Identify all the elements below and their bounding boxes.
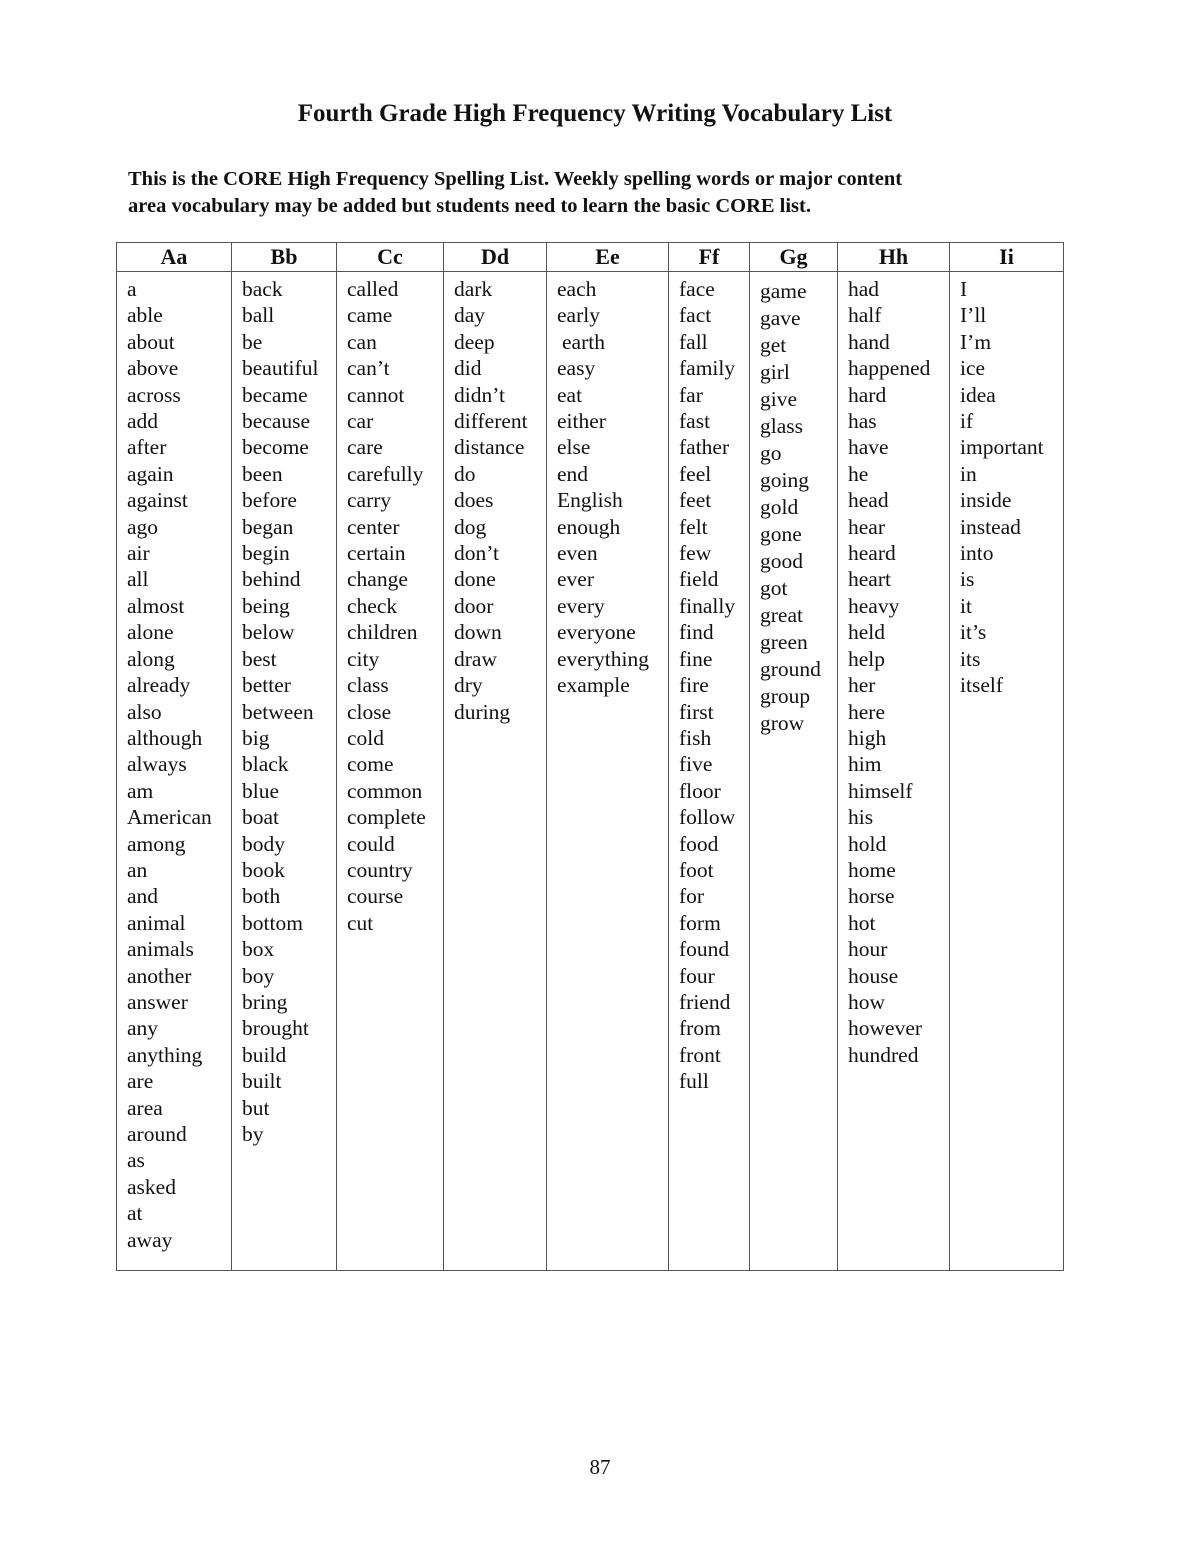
- word-item: itself: [960, 673, 1003, 698]
- word-item: from: [679, 1016, 721, 1041]
- word-item: had: [848, 277, 880, 301]
- word-item: earth: [562, 329, 605, 354]
- word-item: happened: [848, 356, 931, 381]
- word-item: boat: [242, 805, 280, 830]
- word-item: help: [848, 646, 886, 671]
- column-header-b: Bb: [232, 243, 337, 272]
- word-item: I: [960, 277, 968, 301]
- column-header-c: Cc: [337, 243, 444, 272]
- word-item: beautiful: [242, 356, 319, 381]
- word-item: either: [557, 409, 606, 434]
- word-item: here: [848, 699, 885, 724]
- word-item: called: [347, 277, 399, 301]
- word-item: ago: [127, 514, 159, 539]
- word-item: add: [127, 409, 159, 434]
- word-item: book: [242, 857, 285, 882]
- word-item: I’ll: [960, 303, 987, 328]
- word-item: anything: [127, 1042, 203, 1067]
- word-item: family: [679, 356, 736, 381]
- page-number: 87: [589, 1455, 611, 1479]
- word-item: back: [242, 277, 283, 301]
- word-item: come: [347, 752, 394, 777]
- word-item: done: [454, 567, 496, 592]
- word-item: country: [347, 857, 413, 882]
- word-item: English: [557, 488, 623, 513]
- word-item: first: [679, 699, 714, 724]
- word-item: it’s: [960, 620, 987, 645]
- word-item: himself: [848, 778, 913, 803]
- word-item: children: [347, 620, 418, 645]
- word-item: ground: [760, 657, 821, 681]
- word-item: am: [127, 778, 154, 803]
- word-item: can’t: [347, 356, 390, 381]
- column-header-h: Hh: [838, 243, 950, 272]
- word-item: how: [848, 989, 886, 1014]
- word-item: course: [347, 884, 404, 909]
- word-item: close: [347, 699, 392, 724]
- word-item: distance: [454, 435, 525, 460]
- word-item: ball: [242, 303, 275, 328]
- word-item: black: [242, 752, 289, 777]
- word-item: both: [242, 884, 281, 909]
- word-item: everything: [557, 646, 649, 671]
- word-item: animal: [127, 910, 186, 935]
- word-column-h: [838, 272, 950, 1271]
- word-column-f: [669, 272, 750, 1271]
- word-item: each: [557, 277, 597, 301]
- word-item: city: [347, 646, 380, 671]
- word-item: deep: [454, 329, 495, 354]
- word-item: eat: [557, 382, 583, 407]
- word-column-e: [547, 272, 669, 1271]
- word-item: green: [760, 630, 808, 654]
- header-row: [117, 243, 1064, 272]
- word-item: fall: [679, 329, 708, 354]
- word-item: follow: [679, 805, 736, 830]
- word-item: cannot: [347, 382, 405, 407]
- word-item: felt: [679, 514, 708, 539]
- word-item: again: [127, 461, 174, 486]
- word-item: against: [127, 488, 188, 513]
- word-item: dry: [454, 673, 483, 698]
- word-item: asked: [127, 1174, 176, 1199]
- word-item: in: [960, 461, 977, 486]
- word-item: before: [242, 488, 297, 513]
- word-item: after: [127, 435, 167, 460]
- word-item: by: [242, 1122, 264, 1146]
- word-item: else: [557, 435, 591, 460]
- word-item: heart: [848, 567, 891, 592]
- word-item: food: [679, 831, 719, 856]
- word-item: better: [242, 673, 291, 698]
- column-header-g: Gg: [750, 243, 838, 272]
- word-item: gold: [760, 495, 799, 519]
- word-item: complete: [347, 805, 426, 830]
- vocabulary-table: [116, 242, 1064, 1271]
- word-item: along: [127, 646, 175, 671]
- word-item: high: [848, 725, 887, 750]
- word-item: bottom: [242, 910, 303, 935]
- intro-paragraph: [128, 166, 1088, 220]
- word-item: have: [848, 435, 889, 460]
- word-item: hour: [848, 937, 888, 962]
- word-item: big: [242, 725, 270, 750]
- word-item: hand: [848, 329, 890, 354]
- word-item: certain: [347, 541, 406, 566]
- word-item: fact: [679, 303, 712, 328]
- word-item: hot: [848, 910, 876, 935]
- word-column-d: [444, 272, 547, 1271]
- word-item: but: [242, 1095, 270, 1120]
- word-item: ever: [557, 567, 594, 592]
- word-column-b: [232, 272, 337, 1271]
- word-item: her: [848, 673, 876, 698]
- words-row: [117, 272, 1064, 1271]
- word-item: blue: [242, 778, 280, 803]
- word-column-a: [117, 272, 232, 1271]
- word-item: also: [127, 699, 162, 724]
- word-item: if: [960, 409, 974, 434]
- word-item: American: [127, 805, 212, 830]
- word-item: instead: [960, 514, 1021, 539]
- word-item: group: [760, 684, 811, 708]
- word-item: far: [679, 382, 703, 407]
- word-item: go: [760, 441, 782, 465]
- word-item: came: [347, 303, 393, 328]
- word-item: a: [127, 277, 137, 301]
- word-item: above: [127, 356, 179, 381]
- word-item: floor: [679, 778, 721, 803]
- word-item: and: [127, 884, 159, 909]
- word-item: early: [557, 303, 600, 328]
- word-item: hold: [848, 831, 887, 856]
- word-item: can: [347, 329, 377, 354]
- word-item: became: [242, 382, 308, 407]
- word-item: dark: [454, 277, 493, 301]
- word-item: going: [760, 468, 809, 492]
- word-item: area: [127, 1095, 163, 1120]
- word-item: his: [848, 805, 874, 830]
- column-header-f: Ff: [669, 243, 750, 272]
- word-item: are: [127, 1069, 154, 1094]
- word-item: at: [127, 1201, 143, 1226]
- word-item: class: [347, 673, 389, 698]
- word-item: I’m: [960, 329, 992, 354]
- word-item: heard: [848, 541, 896, 566]
- word-item: been: [242, 461, 283, 486]
- word-item: about: [127, 329, 175, 354]
- word-item: has: [848, 409, 877, 434]
- column-header-a: Aa: [117, 243, 232, 272]
- word-item: into: [960, 541, 994, 566]
- word-item: enough: [557, 514, 621, 539]
- word-item: because: [242, 409, 311, 434]
- word-item: finally: [679, 593, 736, 618]
- word-item: face: [679, 277, 715, 301]
- word-column-i: [950, 272, 1064, 1271]
- word-item: fish: [679, 725, 712, 750]
- word-item: among: [127, 831, 186, 856]
- word-item: build: [242, 1042, 287, 1067]
- word-item: feet: [679, 488, 712, 513]
- word-item: however: [848, 1016, 923, 1041]
- word-item: didn’t: [454, 382, 505, 407]
- word-item: behind: [242, 567, 301, 592]
- word-item: as: [127, 1148, 145, 1173]
- word-item: does: [454, 488, 494, 513]
- word-item: began: [242, 514, 294, 539]
- word-item: common: [347, 778, 423, 803]
- word-item: don’t: [454, 541, 499, 566]
- word-item: house: [848, 963, 899, 988]
- word-item: draw: [454, 646, 497, 671]
- word-item: its: [960, 646, 981, 671]
- word-item: great: [760, 603, 803, 627]
- word-item: easy: [557, 356, 596, 381]
- word-item: around: [127, 1122, 187, 1146]
- word-item: between: [242, 699, 314, 724]
- word-item: get: [760, 333, 787, 357]
- word-item: answer: [127, 989, 188, 1014]
- word-item: he: [848, 461, 869, 486]
- word-item: field: [679, 567, 719, 592]
- word-item: be: [242, 329, 263, 354]
- intro-line-2: area vocabulary may be added but students need to learn the basic CORE list.: [128, 195, 811, 217]
- word-item: it: [960, 593, 972, 618]
- word-item: him: [848, 752, 882, 777]
- word-item: five: [679, 752, 713, 777]
- word-item: check: [347, 593, 398, 618]
- word-item: carry: [347, 488, 392, 513]
- column-header-d: Dd: [444, 243, 547, 272]
- word-item: do: [454, 461, 476, 486]
- word-item: fine: [679, 646, 713, 671]
- word-item: horse: [848, 884, 895, 909]
- word-item: half: [848, 303, 882, 328]
- word-item: center: [347, 514, 400, 539]
- word-item: animals: [127, 937, 194, 962]
- word-item: could: [347, 831, 395, 856]
- word-item: away: [127, 1227, 173, 1252]
- word-item: find: [679, 620, 714, 645]
- word-item: full: [679, 1069, 709, 1094]
- word-item: give: [760, 387, 798, 411]
- word-item: brought: [242, 1016, 309, 1041]
- word-item: change: [347, 567, 408, 592]
- word-item: different: [454, 409, 528, 434]
- word-item: feel: [679, 461, 712, 486]
- word-item: game: [760, 279, 807, 303]
- word-item: another: [127, 963, 192, 988]
- word-item: fast: [679, 409, 711, 434]
- column-header-e: Ee: [547, 243, 669, 272]
- word-item: although: [127, 725, 203, 750]
- column-header-i: Ii: [950, 243, 1064, 272]
- word-item: did: [454, 356, 482, 381]
- word-item: heavy: [848, 593, 900, 618]
- word-item: down: [454, 620, 502, 645]
- word-item: head: [848, 488, 889, 513]
- word-item: care: [347, 435, 383, 460]
- word-item: good: [760, 549, 803, 573]
- word-item: almost: [127, 593, 185, 618]
- word-item: fire: [679, 673, 709, 698]
- word-item: ice: [960, 356, 986, 381]
- word-item: for: [679, 884, 705, 909]
- page-title: Fourth Grade High Frequency Writing Vocabulary List: [297, 100, 893, 127]
- word-item: begin: [242, 541, 290, 566]
- word-item: is: [960, 567, 975, 592]
- word-item: air: [127, 541, 150, 566]
- word-item: any: [127, 1016, 159, 1041]
- word-item: all: [127, 567, 149, 592]
- intro-line-1: This is the CORE High Frequency Spelling List. Weekly spelling words or major content: [128, 168, 903, 190]
- word-item: gave: [760, 306, 801, 330]
- word-item: bring: [242, 989, 288, 1014]
- word-item: got: [760, 576, 788, 600]
- word-item: being: [242, 593, 290, 618]
- word-column-c: [337, 272, 444, 1271]
- word-item: an: [127, 857, 148, 882]
- word-item: during: [454, 699, 511, 724]
- word-item: always: [127, 752, 187, 777]
- word-item: held: [848, 620, 886, 645]
- word-item: glass: [760, 414, 803, 438]
- word-item: gone: [760, 522, 802, 546]
- word-item: body: [242, 831, 285, 856]
- word-item: foot: [679, 857, 714, 882]
- word-item: home: [848, 857, 896, 882]
- word-item: found: [679, 937, 730, 962]
- word-item: grow: [760, 711, 805, 735]
- word-item: end: [557, 461, 589, 486]
- word-item: below: [242, 620, 295, 645]
- word-item: car: [347, 409, 374, 434]
- word-item: carefully: [347, 461, 424, 486]
- word-item: best: [242, 646, 277, 671]
- word-item: boy: [242, 963, 275, 988]
- word-item: box: [242, 937, 275, 962]
- word-item: friend: [679, 989, 731, 1014]
- word-item: example: [557, 673, 630, 698]
- word-item: important: [960, 435, 1044, 460]
- word-item: cold: [347, 725, 385, 750]
- word-item: few: [679, 541, 712, 566]
- word-item: built: [242, 1069, 282, 1094]
- word-item: girl: [760, 360, 790, 384]
- word-item: door: [454, 593, 494, 618]
- word-item: hear: [848, 514, 885, 539]
- word-item: father: [679, 435, 730, 460]
- word-item: hundred: [848, 1042, 919, 1067]
- word-item: even: [557, 541, 598, 566]
- word-item: front: [679, 1042, 721, 1067]
- word-item: alone: [127, 620, 174, 645]
- word-item: already: [127, 673, 191, 698]
- word-item: day: [454, 303, 486, 328]
- word-item: every: [557, 593, 605, 618]
- word-item: hard: [848, 382, 887, 407]
- word-item: form: [679, 910, 721, 935]
- word-item: across: [127, 382, 181, 407]
- word-item: everyone: [557, 620, 636, 645]
- word-item: dog: [454, 514, 487, 539]
- word-item: become: [242, 435, 309, 460]
- word-item: able: [127, 303, 163, 328]
- word-item: idea: [960, 382, 996, 407]
- word-item: inside: [960, 488, 1012, 513]
- word-item: cut: [347, 910, 374, 935]
- word-column-g: [750, 272, 838, 1271]
- word-item: four: [679, 963, 715, 988]
